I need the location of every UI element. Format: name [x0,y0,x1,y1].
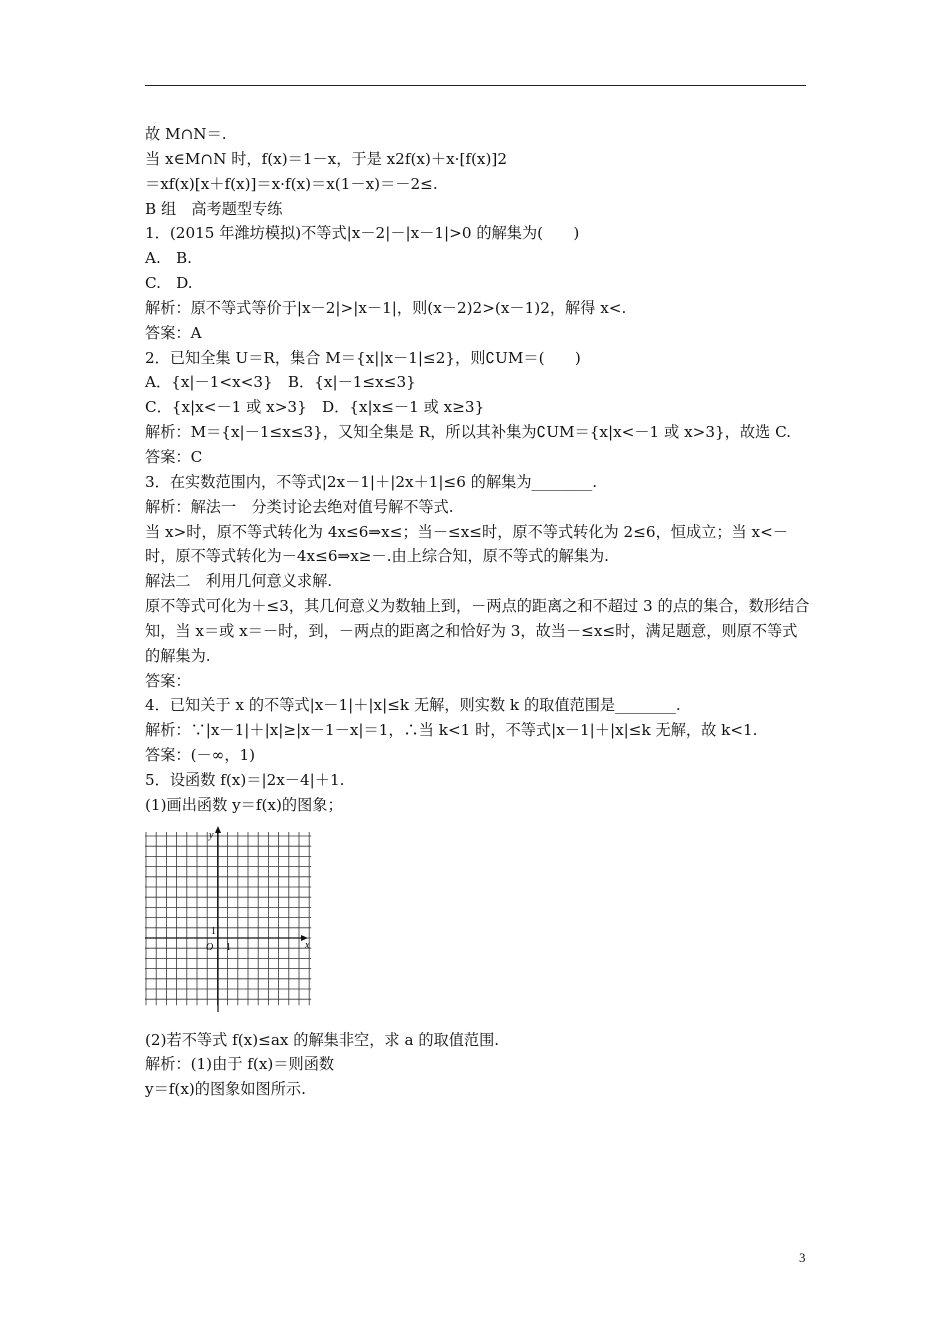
y-tick-label: 1 [211,925,216,937]
text-line: 故 M∩N＝. [145,125,227,143]
question-2-options-ab: A．{x|－1<x<3} B．{x|－1≤x≤3} [145,373,416,392]
question-4: 4．已知关于 x 的不等式|x－1|＋|x|≤k 无解，则实数 k 的取值范围是________. [145,696,681,715]
question-5-analysis-cont: y＝f(x)的图象如图所示. [145,1080,306,1099]
question-4-analysis: 解析：∵|x－1|＋|x|≥|x－1－x|＝1，∴当 k<1 时，不等式|x－1|＋|x|≤k 无解，故 k<1. [145,721,758,740]
question-1-options-cd: C. D. [145,274,193,293]
question-2-options-cd: C．{x|x<－1 或 x>3} D．{x|x≤－1 或 x≥3} [145,398,485,417]
x-tick-label: 1 [226,941,231,953]
question-1: 1．(2015 年潍坊模拟)不等式|x－2|－|x－1|>0 的解集为( ) [145,224,580,243]
question-3-analysis: 解析：解法一 分类讨论去绝对值号解不等式. [145,497,454,516]
y-axis-arrow [215,826,221,833]
question-1-analysis: 解析：原不等式等价于|x－2|>|x－1|，则(x－2)2>(x－1)2，解得 x<. [145,298,627,317]
text-line: 当 x∈M∩N 时，f(x)＝1－x，于是 x2f(x)＋x·[f(x)]2 [145,149,508,168]
page-body [145,122,810,1102]
question-2: 2．已知全集 U＝R，集合 M＝{x||x－1|≤2}，则∁UM＝( ) [145,348,581,367]
question-2-answer: 答案：C [145,447,203,466]
question-1-answer: 答案：A [145,323,202,342]
question-5: 5．设函数 f(x)＝|2x－4|＋1. [145,770,345,789]
question-5-part-2: (2)若不等式 f(x)≤ax 的解集非空，求 a 的取值范围. [145,1030,500,1049]
header-rule [145,85,806,86]
section-heading: B 组 高考题型专练 [145,199,283,218]
question-3-method-1: 当 x>时，原不等式转化为 4x≤6⇒x≤；当－≤x≤时，原不等式转化为 2≤6，恒成立；当 x<－时，原不等式转化为－4x≤6⇒x≥－.由上综合知，原不等式的解集为. [145,522,789,566]
coordinate-grid [145,820,315,1016]
question-2-analysis: 解析：M＝{x|－1≤x≤3}，又知全集是 R，所以其补集为∁UM＝{x|x<－1 或 x>3}，故选 C. [145,423,791,442]
origin-label: O [206,941,214,953]
question-3-method-2: 原不等式可化为＋≤3，其几何意义为数轴上到，－两点的距离之和不超过 3 的点的集合，数形结合知，当 x＝或 x＝－时，到，－两点的距离之和恰好为 3，故当－≤x≤时，满足题意，则原不等式的解集为. [145,597,810,665]
question-1-options-ab: A. B. [145,249,192,268]
question-4-answer: 答案：(－∞，1) [145,746,256,765]
question-5-part-1: (1)画出函数 y＝f(x)的图象； [145,795,343,814]
question-5-analysis: 解析：(1)由于 f(x)＝则函数 [145,1055,335,1074]
page-number: 3 [799,1250,806,1265]
question-3: 3．在实数范围内，不等式|2x－1|＋|2x＋1|≤6 的解集为________. [145,472,598,491]
grid-lines [145,829,311,1005]
y-axis-label: y [209,829,214,841]
text-line: ＝xf(x)[x＋f(x)]＝x·f(x)＝x(1－x)＝－2≤. [145,174,438,193]
question-3-method-2-title: 解法二 利用几何意义求解. [145,572,333,591]
question-3-answer: 答案： [145,671,191,690]
x-axis-label: x [305,939,310,951]
